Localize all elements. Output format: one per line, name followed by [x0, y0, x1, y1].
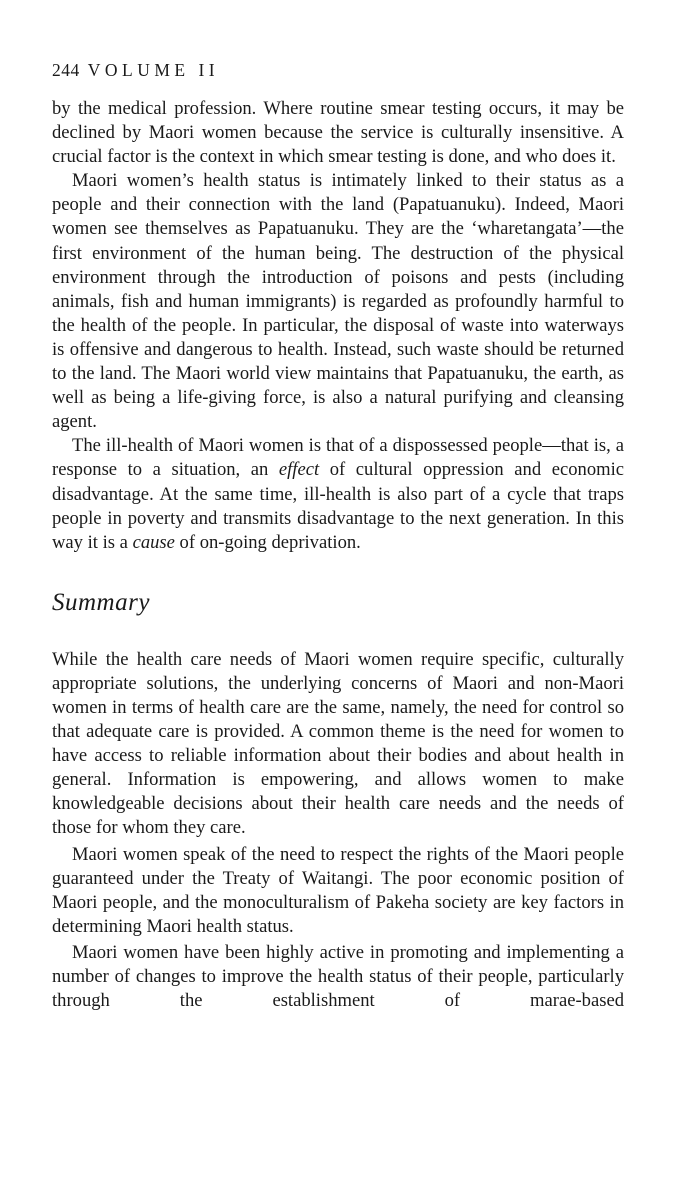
paragraph-ill-health: [52, 434, 624, 554]
page-number: 244: [52, 60, 80, 80]
text-run: of cultural oppression and economic disadvantage. At the same time, ill-health is also part of a cycle that traps people in poverty and transmits disadvantage to the next generation. In this way it is a: [52, 459, 624, 553]
emphasis-cause: cause: [132, 531, 175, 553]
paragraph-papatuanuku: Maori women’s health status is intimately linked to their status as a people and their connection with the land (Papatuanuku). Indeed, Maori women see themselves as Papatuanuku. They are the ‘wharetangata’—the first environment of the human being. The destruction of the physical environment through the introduction of poisons and pests (including animals, fish and human immigrants) is regarded as profoundly harmful to the health of the people. In particular, the disposal of waste into waterways is offensive and dangerous to health. Instead, such waste should be returned to the land. The Maori world view maintains that Papatuanuku, the earth, as well as being a life-giving force, is also a natural purifying and cleansing agent.: [52, 170, 624, 433]
text-run: of on-going deprivation.: [174, 531, 361, 553]
text-run: The ill-health of Maori women is that of a dispossessed people—that is, a response to a situation, an: [52, 435, 624, 481]
section-heading-summary: Summary: [52, 588, 150, 616]
paragraph-continued: by the medical profession. Where routine smear testing occurs, it may be declined by Maori women because the service is culturally insensitive. A crucial factor is the context in which smear testing is done, and who does it.: [52, 98, 624, 168]
summary-paragraph: Maori women speak of the need to respect the rights of the Maori people guaranteed under the Treaty of Waitangi. The poor economic position of Maori people, and the monoculturalism of Pakeha society are key factors in determining Maori health status.: [52, 843, 624, 937]
running-head: [52, 58, 624, 82]
volume-label: VOLUME II: [87, 60, 220, 80]
emphasis-effect: effect: [278, 459, 320, 481]
summary-paragraph: While the health care needs of Maori women require specific, culturally appropriate solutions, the underlying concerns of Maori and non-Maori women in terms of health care are the same, namely, the need for control so that adequate care is provided. A common theme is the need for women to have access to reliable information about their bodies and about health in general. Information is empowering, and allows women to make knowledgeable decisions about their health care needs and the needs of those for whom they care.: [52, 648, 624, 839]
summary-paragraph-last: Maori women have been highly active in promoting and implementing a number of changes to improve the health status of their people, particularly through the establishment of marae-based: [52, 941, 624, 1012]
book-page: [52, 58, 624, 1013]
